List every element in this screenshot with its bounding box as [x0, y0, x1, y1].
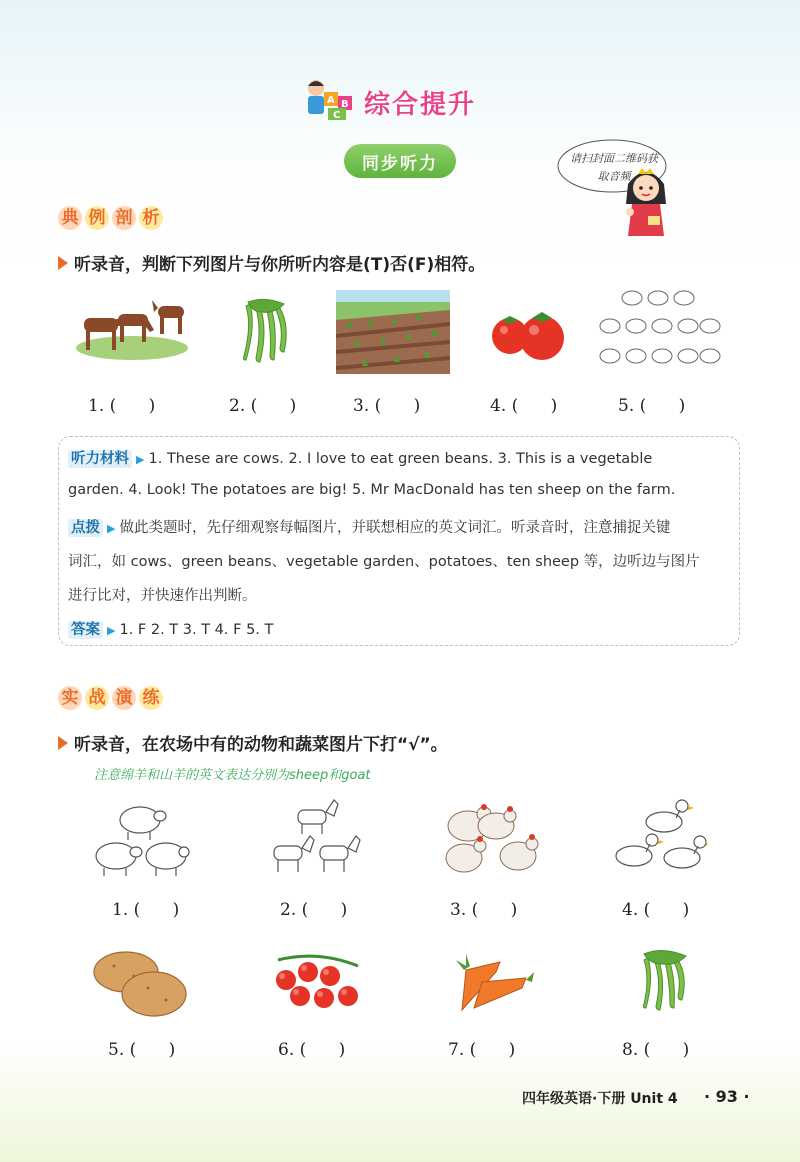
ducks-icon — [612, 796, 708, 882]
material-label: 听力材料 — [68, 450, 132, 468]
tip-line-3: 进行比对，并快速作出判断。 — [68, 588, 257, 604]
page-title: 综合提升 — [364, 90, 477, 120]
example-answer-5[interactable]: 5. ( ) — [618, 396, 686, 416]
green-beans-icon — [234, 296, 300, 366]
material-line-2: garden. 4. Look! The potatoes are big! 5. Mr MacDonald has ten sheep on the farm. — [68, 482, 676, 498]
practice-answer-4[interactable]: 4. ( ) — [622, 900, 690, 920]
tip-label: 点拨 — [68, 519, 103, 537]
material-line-1: 听力材料 ▶ 1. These are cows. 2. I love to eat green beans. 3. This is a vegetable — [68, 447, 652, 468]
sheep-icon — [94, 798, 190, 882]
green-beans-icon — [636, 944, 696, 1014]
practice-note: 注意绵羊和山羊的英文表达分别为sheep和goat — [94, 768, 371, 783]
practice-answer-7[interactable]: 7. ( ) — [448, 1040, 516, 1060]
girl-mascot-icon — [618, 164, 674, 240]
hens-icon — [436, 798, 546, 880]
vegetable-garden-icon — [336, 290, 450, 374]
triangle-bullet-icon — [58, 256, 68, 270]
example-answer-4[interactable]: 4. ( ) — [490, 396, 558, 416]
book-footer: 四年级英语·下册 Unit 4 — [522, 1091, 678, 1107]
example-answer-3[interactable]: 3. ( ) — [353, 396, 421, 416]
potatoes-icon — [90, 944, 190, 1020]
example-instruction: 听录音，判断下列图片与你所听内容是(T)否(F)相符。 — [58, 250, 485, 275]
goats-icon — [268, 796, 364, 880]
answer-label: 答案 — [68, 621, 103, 639]
horses-icon — [74, 296, 190, 362]
practice-answer-2[interactable]: 2. ( ) — [280, 900, 348, 920]
practice-answer-6[interactable]: 6. ( ) — [278, 1040, 346, 1060]
section-subtitle: 同步听力 — [344, 144, 456, 178]
answer-line: 答案 ▶ 1. F 2. T 3. T 4. F 5. T — [68, 618, 273, 639]
arrow-icon: ▶ — [107, 624, 116, 637]
page-number: · 93 · — [704, 1087, 750, 1106]
tip-line-2: 词汇，如 cows、green beans、vegetable garden、potatoes、ten sheep 等，边听边与图片 — [68, 554, 700, 570]
triangle-bullet-icon — [58, 736, 68, 750]
tip-line-1: 点拨 ▶ 做此类题时，先仔细观察每幅图片，并联想相应的英文词汇。听录音时，注意捕捉关键 — [68, 516, 670, 537]
qr-hint-text: 请扫封面二维码获取音频 — [570, 152, 658, 183]
arrow-icon: ▶ — [107, 522, 116, 535]
abc-kid-icon — [300, 78, 358, 124]
tomatoes-icon — [488, 306, 568, 362]
svg-text:B: B — [341, 99, 349, 110]
arrow-icon: ▶ — [136, 453, 145, 466]
tomatoes-icon — [268, 946, 368, 1018]
practice-section-tag: 实 战 演 练 — [58, 686, 163, 710]
carrots-icon — [452, 952, 536, 1014]
svg-text:A: A — [327, 95, 335, 106]
practice-answer-5[interactable]: 5. ( ) — [108, 1040, 176, 1060]
example-answer-1[interactable]: 1. ( ) — [88, 396, 156, 416]
svg-text:C: C — [333, 110, 341, 121]
page-header — [300, 78, 520, 128]
example-answer-2[interactable]: 2. ( ) — [229, 396, 297, 416]
practice-answer-1[interactable]: 1. ( ) — [112, 900, 180, 920]
example-section-tag: 典 例 剖 析 — [58, 206, 163, 230]
practice-answer-8[interactable]: 8. ( ) — [622, 1040, 690, 1060]
practice-instruction: 听录音，在农场中有的动物和蔬菜图片下打“√”。 — [58, 730, 448, 755]
sheep-flock-icon — [596, 288, 722, 376]
practice-answer-3[interactable]: 3. ( ) — [450, 900, 518, 920]
